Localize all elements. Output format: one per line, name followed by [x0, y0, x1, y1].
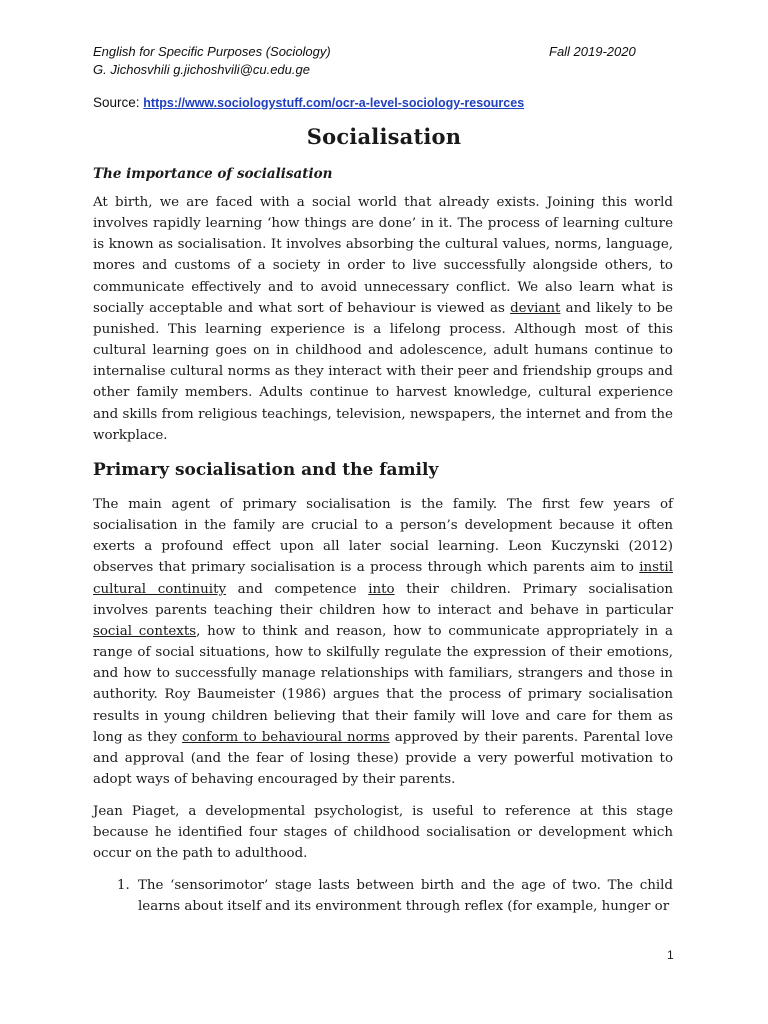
underlined-term: conform to behavioural norms [181, 729, 390, 745]
source-label: Source: [93, 95, 140, 110]
underlined-term: social contexts [93, 623, 197, 639]
text-run: At birth, we are faced with a social world that already exists. Joining this world involves rapidly learning ‘how things are done’ in it. The process of learning culture is known as socialisation. It involves absorbing the cultural values, norms, language, mores and customs of a society in order to live successfully alongside others, to communicate effectively and to avoid unnecessary conflict. We also learn what is socially acceptable and what sort of behaviour is viewed as [93, 195, 673, 316]
paragraph-importance [93, 192, 673, 446]
list-item [93, 875, 673, 917]
underlined-term-deviant: deviant [510, 300, 561, 316]
text-run: and likely to be punished. This learning experience is a lifelong process. Although most of this cultural learning goes on in childhood and adolescence, adult humans continue to internalise cultural norms as they interact with their peer and friendship groups and other family members. Adults continue to harvest knowledge, cultural experience and skills from religious teachings, television, newspapers, the internet and from the workplace. [93, 300, 673, 443]
paragraph-primary-socialisation [93, 494, 673, 790]
paragraph-piaget: Jean Piaget, a developmental psychologist, is useful to reference at this stage because he identified four stages of childhood socialisation or development which occur on the path to adulthood. [93, 804, 673, 862]
text-run: approved by their parents. Parental love and approval (and the fear of losing these) provide a very powerful motivation to adopt ways of behaving encouraged by their parents. [93, 729, 673, 788]
section-heading-importance: The importance of socialisation [93, 166, 333, 182]
header-author: G. Jichosvhili g.jichoshvili@cu.edu.ge [93, 62, 310, 77]
section-heading-primary: Primary socialisation and the family [93, 460, 439, 480]
underlined-term: into [368, 581, 395, 597]
piaget-stages-list [93, 875, 673, 917]
list-item-number: 1. [117, 878, 130, 893]
header-term: Fall 2019-2020 [549, 44, 636, 59]
text-run: , how to think and reason, how to communicate appropriately in a range of social situations, how to skilfully regulate the expression of their emotions, and how to successfully manage relationships with familiars, strangers and those in authority. Roy Baumeister (1986) argues that the process of primary socialisation results in young children believing that their family will love and care for them as long as they [93, 623, 673, 745]
header-course: English for Specific Purposes (Sociology) [93, 44, 331, 59]
page-number: 1 [667, 948, 674, 962]
source-link[interactable]: https://www.sociologystuff.com/ocr-a-level-sociology-resources [143, 96, 525, 110]
page-title: Socialisation [306, 124, 462, 149]
text-run: and competence [237, 581, 357, 597]
underlined-term: instil cultural continuity [93, 560, 673, 597]
source-line [93, 95, 524, 110]
text-run: their children. Primary socialisation involves parents teaching their children how to interact and behave in particular [93, 581, 674, 618]
text-run: The main agent of primary socialisation is the family. The first few years of socialisation in the family are crucial to a person’s development because it often exerts a profound effect upon all later social learning. Leon Kuczynski (2012) observes that primary socialisation is a process through which parents aim to [93, 497, 673, 576]
list-item-text: The ‘sensorimotor’ stage lasts between birth and the age of two. The child learns about itself and its environment through reflex (for example, hunger or [138, 878, 673, 915]
